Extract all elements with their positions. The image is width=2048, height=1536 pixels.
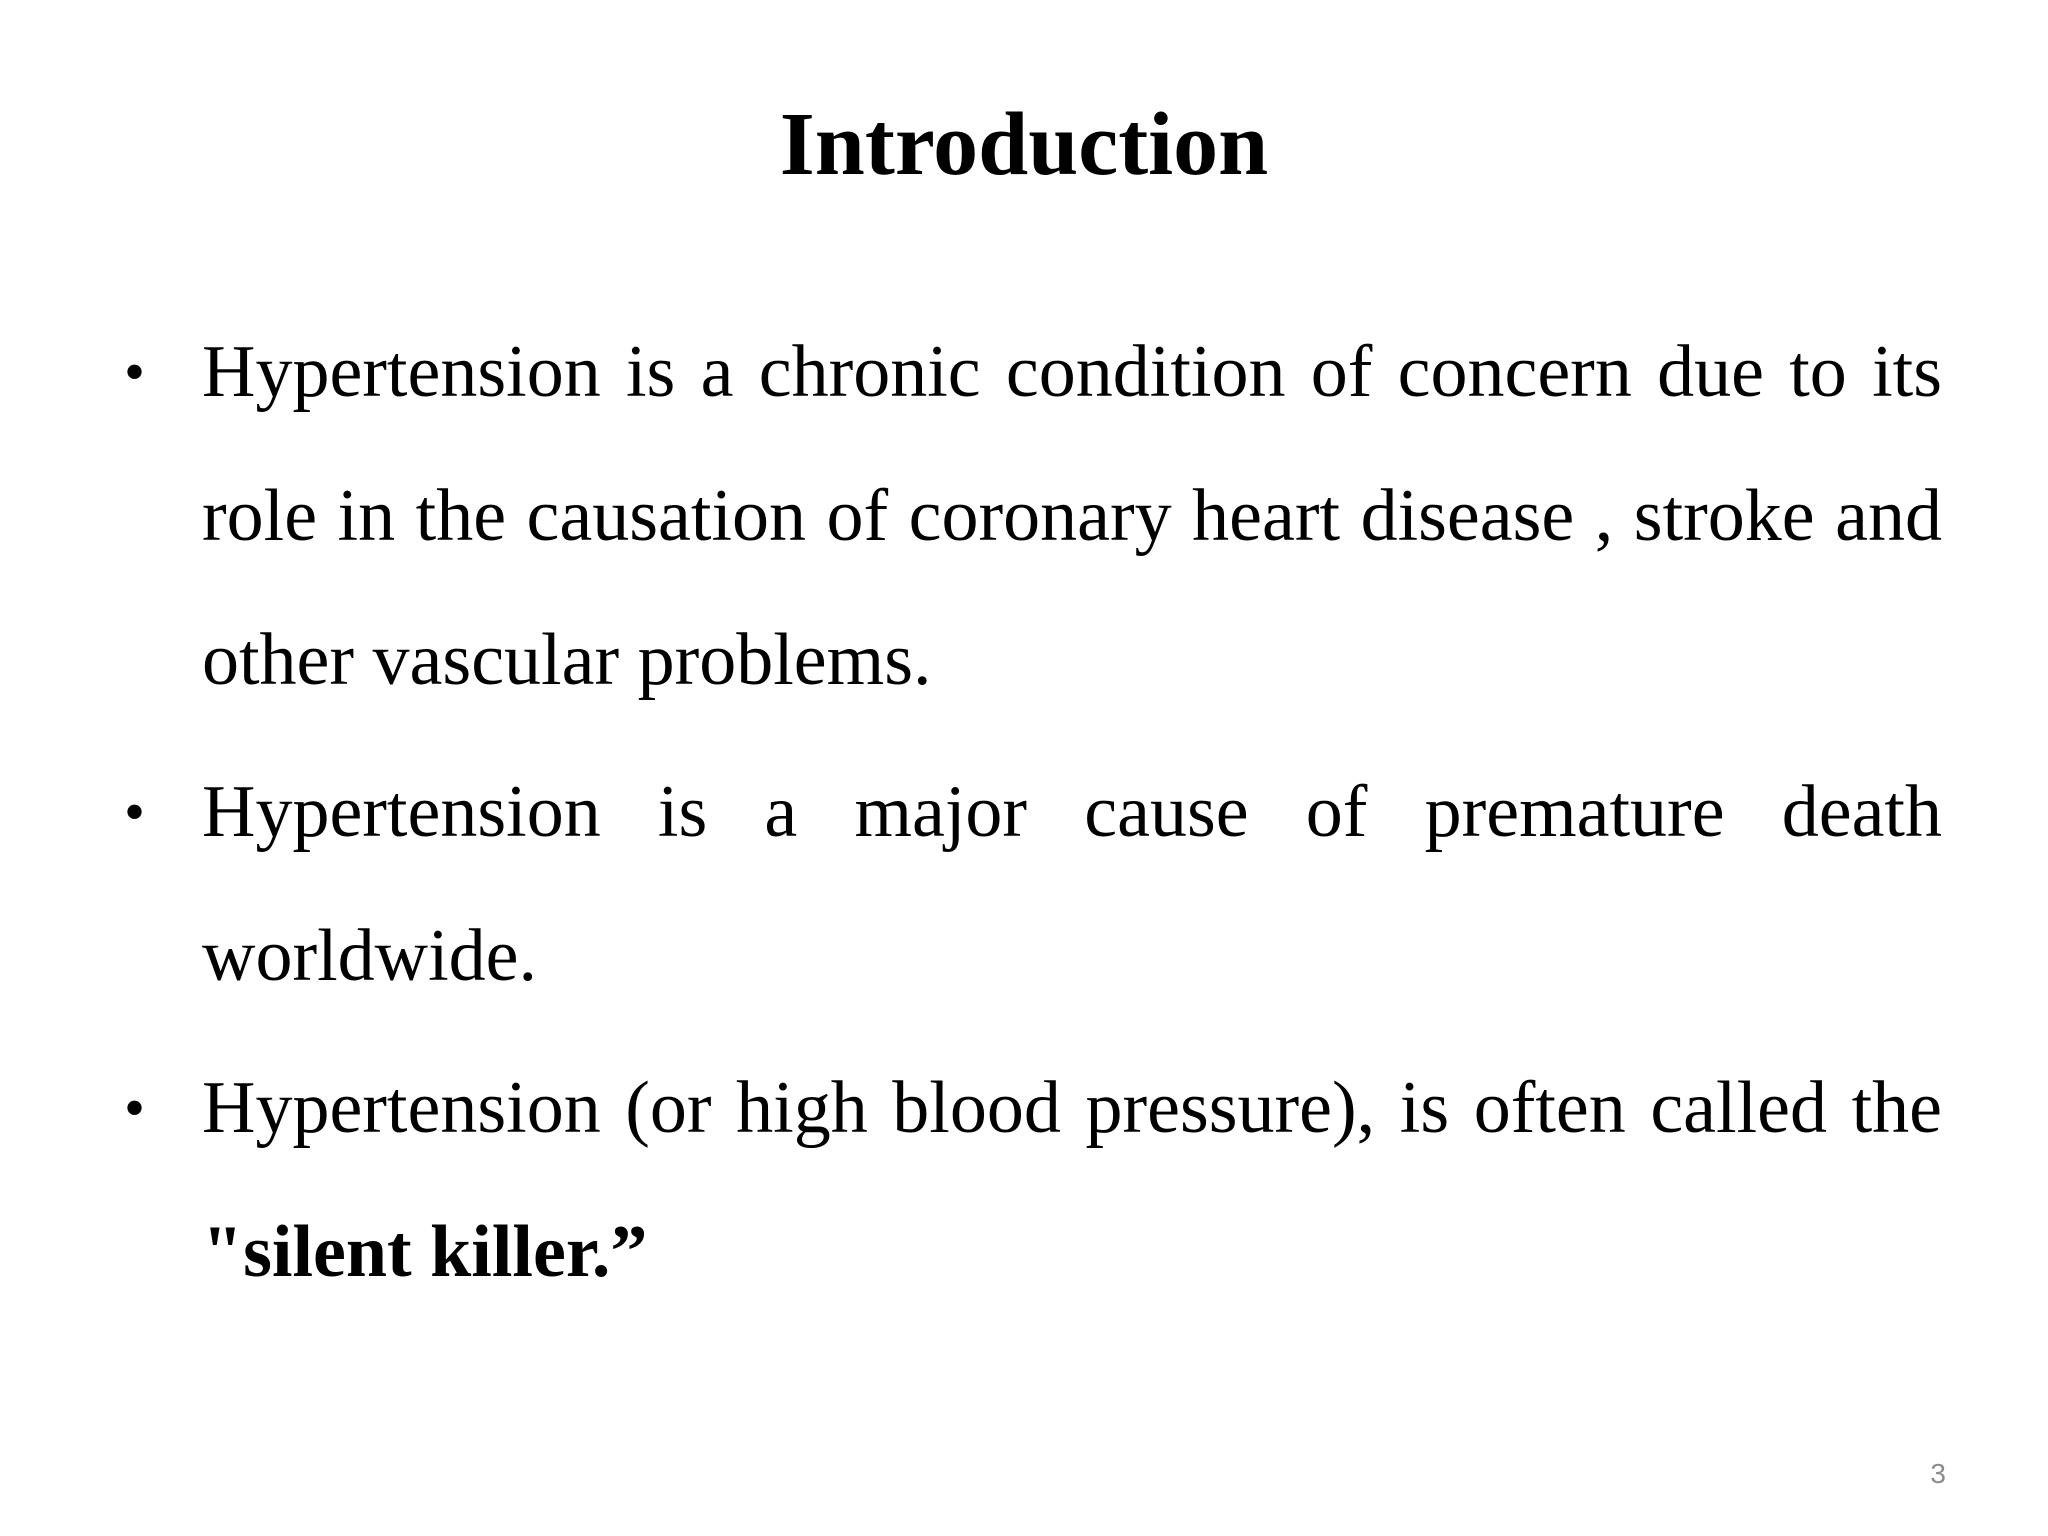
bullet-item: [120, 740, 1942, 1028]
bullet-text: [202, 1067, 1942, 1293]
bullet-text-regular: Hypertension (or high blood pressure), is often called the: [202, 1067, 1942, 1149]
slide-title: Introduction: [779, 95, 1269, 194]
bullet-list: [120, 300, 1942, 1332]
bullet-text-emphasis: "silent killer.”: [202, 1211, 648, 1293]
bullet-item: [120, 300, 1942, 732]
bullet-text: Hypertension is a major cause of premature death worldwide.: [202, 771, 1942, 997]
bullet-item: [120, 1036, 1942, 1324]
bullet-text: Hypertension is a chronic condition of concern due to its role in the causation of coronary heart disease , stroke and other vascular problems.: [202, 331, 1942, 701]
bullet-icon: •: [124, 339, 146, 405]
bullet-icon: •: [124, 779, 146, 845]
bullet-icon: •: [124, 1075, 146, 1141]
page-number: 3: [1930, 1458, 1946, 1489]
